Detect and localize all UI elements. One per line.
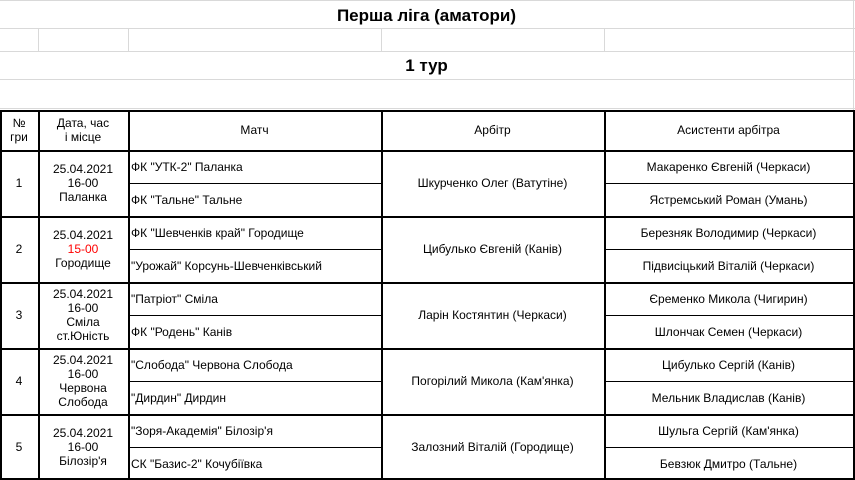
game-number-text: 5: [15, 440, 23, 454]
match-time: 16-00: [67, 440, 99, 454]
assistant-text: Цибулько Сергій (Канів): [662, 357, 795, 372]
grid-line: [0, 108, 855, 109]
grid-line: [0, 51, 855, 52]
assistant-text: Бевзюк Дмитро (Тальне): [659, 456, 798, 471]
assistant-text: Мельник Владислав (Канів): [651, 390, 806, 405]
match-place: ст.Юність: [56, 329, 110, 343]
header-num-line: №: [12, 116, 26, 130]
header-date-line: і місце: [64, 130, 102, 144]
match-place: Червона: [59, 381, 107, 395]
match-date: 25.04.2021: [52, 228, 114, 242]
header-date-line: Дата, час: [56, 116, 110, 130]
assistant-referee[interactable]: [604, 414, 853, 447]
grid-line: [853, 0, 854, 110]
assistant-referee[interactable]: [604, 183, 853, 216]
game-number-text: 4: [15, 374, 23, 388]
referee-text: Шкурченко Олег (Ватутіне): [417, 176, 568, 190]
referee-text: Залозний Віталій (Городище): [411, 440, 574, 454]
grid-line: [604, 28, 605, 51]
game-number[interactable]: [0, 348, 38, 414]
match-date: 25.04.2021: [52, 353, 114, 367]
referee-text: Погорілий Микола (Кам'янка): [411, 374, 574, 388]
assistant-referee[interactable]: [604, 216, 853, 249]
home-team-text: ФК "УТК-2" Паланка: [131, 159, 243, 174]
match-time: 15-00: [67, 242, 99, 256]
game-number-text: 2: [15, 242, 23, 256]
away-team-text: ФК "Тальне" Тальне: [131, 192, 243, 207]
assistant-text: Єременко Микола (Чигирин): [649, 291, 808, 306]
referee-text: Цибулько Євгеній (Канів): [422, 242, 562, 256]
assistant-text: Шлончак Семен (Черкаси): [654, 324, 803, 339]
match-place: Сміла: [66, 315, 100, 329]
match-place: Білозір'я: [59, 454, 107, 468]
date-time-place[interactable]: [38, 414, 128, 480]
grid-line: [128, 28, 129, 51]
home-team[interactable]: [128, 216, 384, 249]
assistant-referee[interactable]: [604, 348, 853, 381]
home-team[interactable]: [128, 282, 384, 315]
header-referee[interactable]: [381, 110, 604, 150]
match-place: Паланка: [59, 190, 107, 204]
away-team[interactable]: [128, 315, 384, 348]
match-date: 25.04.2021: [52, 287, 114, 301]
referee-text: Ларін Костянтин (Черкаси): [418, 308, 567, 322]
header-date[interactable]: [38, 110, 128, 150]
assistant-text: Березняк Володимир (Черкаси): [640, 225, 817, 240]
assistant-referee[interactable]: [604, 282, 853, 315]
home-team[interactable]: [128, 348, 384, 381]
home-team[interactable]: [128, 150, 384, 183]
match-date: 25.04.2021: [52, 162, 114, 176]
home-team[interactable]: [128, 414, 384, 447]
assistant-text: Шульга Сергій (Кам'янка): [658, 423, 799, 438]
assistant-text: Ястремський Роман (Умань): [649, 192, 808, 207]
away-team[interactable]: [128, 447, 384, 480]
grid-line: [381, 28, 382, 51]
game-number[interactable]: [0, 150, 38, 216]
date-time-place[interactable]: [38, 348, 128, 414]
away-team[interactable]: [128, 381, 384, 414]
match-place: Слобода: [58, 395, 108, 409]
header-assistants[interactable]: [604, 110, 853, 150]
grid-line: [38, 28, 39, 51]
home-team-text: "Патріот" Сміла: [131, 291, 218, 306]
header-referee-text: Арбітр: [474, 123, 511, 137]
referee[interactable]: [381, 216, 604, 282]
game-number-text: 1: [15, 176, 23, 190]
referee[interactable]: [381, 282, 604, 348]
sheet-title[interactable]: [0, 3, 853, 28]
header-num[interactable]: [0, 110, 38, 150]
referee[interactable]: [381, 348, 604, 414]
game-number-text: 3: [15, 308, 23, 322]
away-team[interactable]: [128, 183, 384, 216]
away-team-text: "Дирдин" Дирдин: [131, 390, 226, 405]
away-team[interactable]: [128, 249, 384, 282]
grid-line: [0, 79, 855, 80]
round-title[interactable]: [0, 53, 853, 79]
away-team-text: ФК "Родень" Канів: [131, 324, 233, 339]
match-time: 16-00: [67, 176, 99, 190]
round-title-text: 1 тур: [405, 56, 448, 75]
grid-line: [0, 0, 855, 1]
header-assistants-text: Асистенти арбітра: [677, 123, 780, 137]
date-time-place[interactable]: [38, 216, 128, 282]
game-number[interactable]: [0, 414, 38, 480]
assistant-referee[interactable]: [604, 315, 853, 348]
date-time-place[interactable]: [38, 282, 128, 348]
assistant-text: Макаренко Євгеній (Черкаси): [646, 159, 811, 174]
header-match[interactable]: [128, 110, 381, 150]
assistant-referee[interactable]: [604, 150, 853, 183]
assistant-referee[interactable]: [604, 249, 853, 282]
away-team-text: "Урожай" Корсунь-Шевченківський: [131, 258, 322, 273]
match-place: Городище: [55, 256, 111, 270]
sheet-title-text: Перша ліга (аматори): [336, 5, 517, 25]
game-number[interactable]: [0, 216, 38, 282]
match-time: 16-00: [67, 301, 99, 315]
away-team-text: СК "Базис-2" Кочубіївка: [131, 456, 263, 471]
home-team-text: ФК "Шевченків край" Городище: [131, 225, 304, 240]
referee[interactable]: [381, 150, 604, 216]
assistant-referee[interactable]: [604, 447, 853, 480]
header-match-text: Матч: [240, 123, 269, 137]
home-team-text: "Зоря-Академія" Білозір'я: [131, 423, 273, 438]
match-time: 16-00: [67, 367, 99, 381]
home-team-text: "Слобода" Червона Слобода: [131, 357, 293, 372]
assistant-text: Підвисіцький Віталій (Черкаси): [642, 258, 815, 273]
referee[interactable]: [381, 414, 604, 480]
match-date: 25.04.2021: [52, 426, 114, 440]
header-num-line: гри: [10, 130, 28, 144]
assistant-referee[interactable]: [604, 381, 853, 414]
game-number[interactable]: [0, 282, 38, 348]
date-time-place[interactable]: [38, 150, 128, 216]
